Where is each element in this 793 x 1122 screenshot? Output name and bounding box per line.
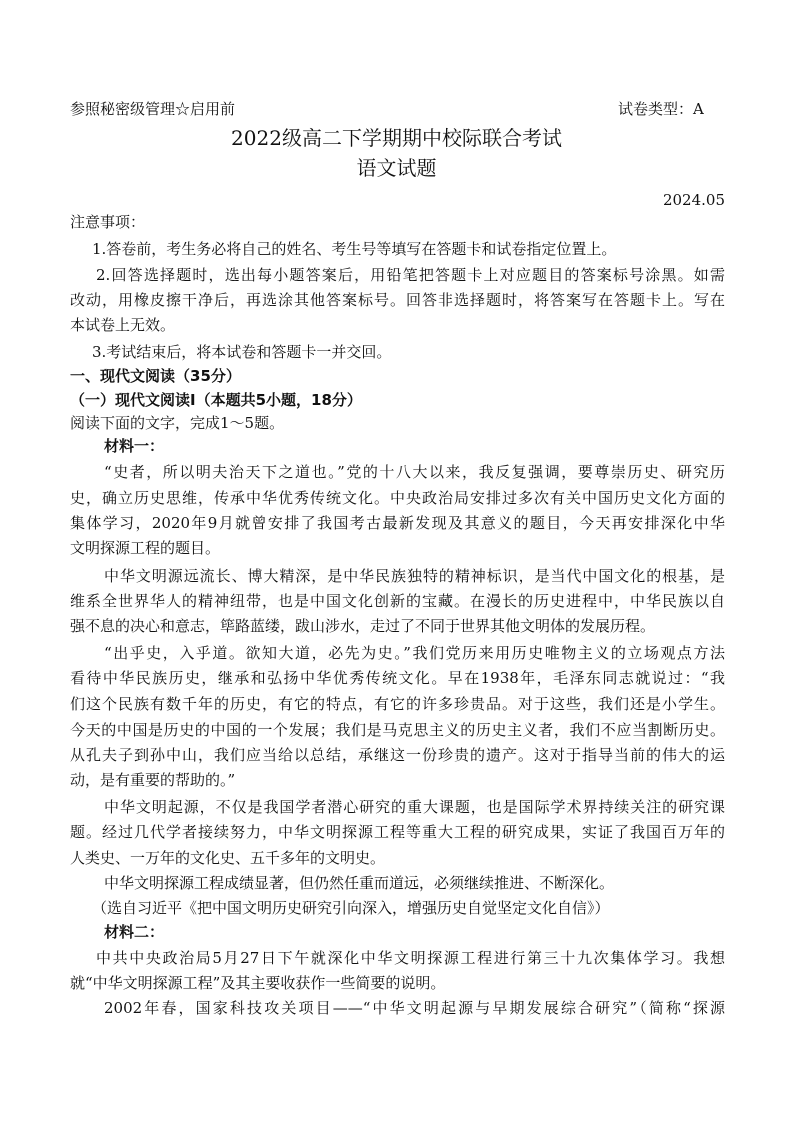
notice-line: 2.回答选择题时，选出每小题答案后，用铅笔把答题卡上对应题目的答案标号涂黑。如需	[96, 266, 725, 284]
notice-line: 1.答卷前，考生务必将自己的姓名、考生号等填写在答题卡和试卷指定位置上。	[92, 240, 617, 258]
exam-title: 2022级高二下学期期中校际联合考试	[231, 126, 562, 150]
material-line: 今天的中国是历史的中国的一个发展；我们是马克思主义的历史主义者，我们不应当割断历史。	[70, 721, 725, 739]
material-line: “出乎史，入乎道。欲知大道，必先为史。”我们党历来用历史唯物主义的立场观点方法	[104, 644, 725, 662]
material-line: 动，是有重要的帮助的。”	[70, 771, 236, 789]
material-line: 维系全世界华人的精神纽带，也是中国文化创新的宝藏。在漫长的历史进程中，中华民族以自	[70, 592, 725, 610]
material1-label: 材料一：	[104, 437, 165, 455]
material-line: 们这个民族有数千年的历史，有它的特点，有它的许多珍贵品。对于这些，我们还是小学生。	[70, 695, 725, 713]
notice-line: 本试卷上无效。	[70, 316, 176, 334]
material-line: 题。经过几代学者接续努力，中华文明探源工程等重大工程的研究成果，实证了我国百万年的	[70, 823, 725, 841]
exam-subtitle: 语文试题	[356, 156, 437, 180]
material-line: 文明探源工程的题目。	[70, 539, 221, 557]
material-line: 强不息的决心和意志，筚路蓝缕，跋山涉水，走过了不同于世界其他文明体的发展历程。	[70, 617, 656, 635]
material-source: （选自习近平《把中国文明历史研究引向深入，增强历史自觉坚定文化自信》）	[92, 899, 610, 917]
material2-label: 材料二：	[104, 923, 165, 941]
material-line: 看待中华民族历史，继承和弘扬中华优秀传统文化。早在1938年，毛泽东同志就说过：“我	[70, 669, 725, 687]
notice-line: 3.考试结束后，将本试卷和答题卡一并交回。	[92, 343, 392, 361]
material-line: 中共中央政治局5月27日下午就深化中华文明探源工程进行第三十九次集体学习。我想	[96, 949, 725, 967]
material-line: 人类史、一万年的文化史、五千多年的文明史。	[70, 849, 386, 867]
material-line: 2002年春，国家科技攻关项目——“中华文明起源与早期发展综合研究”（简称“探源	[104, 999, 725, 1017]
material-line: 中华文明探源工程成绩显著，但仍然任重而道远，必须继续推进、不断深化。	[104, 874, 615, 892]
notice-heading: 注意事项：	[70, 213, 146, 231]
material-line: 就“中华文明探源工程”及其主要收获作一些简要的说明。	[70, 974, 446, 992]
section-heading: 一、现代文阅读（35分）	[70, 367, 241, 385]
subsection-heading: （一）现代文阅读Ⅰ（本题共5小题，18分）	[70, 391, 362, 409]
classification-label: 参照秘密级管理☆启用前	[70, 100, 236, 118]
material-line: 中华文明起源，不仅是我国学者潜心研究的重大课题，也是国际学术界持续关注的研究课	[104, 798, 725, 816]
reading-instruction: 阅读下面的文字，完成1～5题。	[70, 414, 285, 432]
material-line: 中华文明源远流长、博大精深，是中华民族独特的精神标识，是当代中国文化的根基，是	[104, 567, 725, 585]
exam-date: 2024.05	[662, 191, 725, 209]
notice-line: 改动，用橡皮擦干净后，再选涂其他答案标号。回答非选择题时，将答案写在答题卡上。写在	[70, 291, 725, 309]
material-line: “史者，所以明夫治天下之道也。”党的十八大以来，我反复强调，要尊崇历史、研究历	[104, 463, 725, 481]
paper-type-label: 试卷类型：A	[618, 100, 704, 118]
material-line: 从孔夫子到孙中山，我们应当给以总结，承继这一份珍贵的遗产。这对于指导当前的伟大的运	[70, 746, 725, 764]
material-line: 史，确立历史思维，传承中华优秀传统文化。中央政治局安排过多次有关中国历史文化方面的	[70, 489, 725, 507]
material-line: 集体学习，2020年9月就曾安排了我国考古最新发现及其意义的题目，今天再安排深化中华	[70, 514, 725, 532]
